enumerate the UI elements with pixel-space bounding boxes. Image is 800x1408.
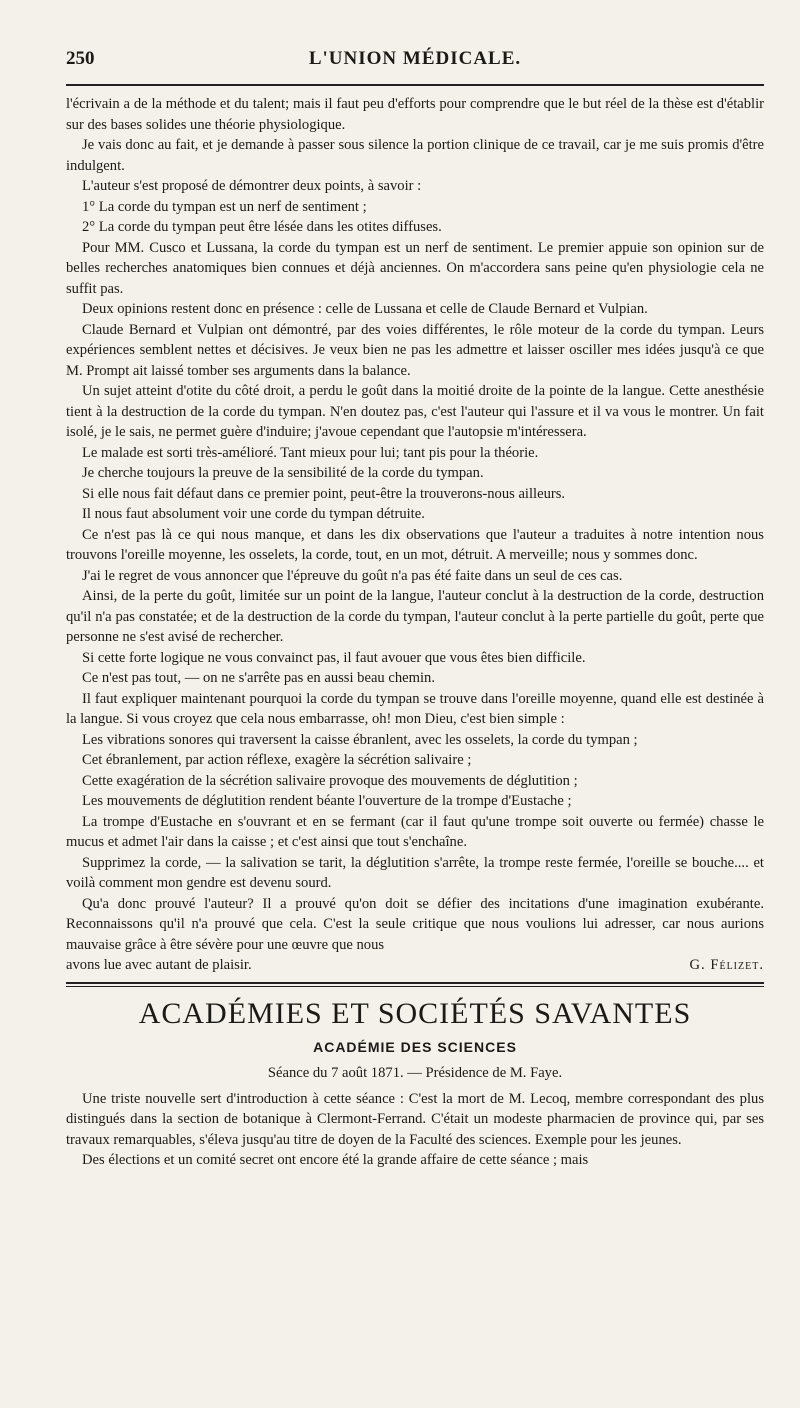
- section-divider: [66, 982, 764, 987]
- paragraph: l'écrivain a de la méthode et du talent; mais il faut peu d'efforts pour comprendre que le but réel de la thèse est d'établir sur des bases solides une théorie physiologique.: [66, 96, 764, 133]
- journal-title: L'UNION MÉDICALE.: [308, 48, 522, 69]
- paragraph: Un sujet atteint d'otite du côté droit, a perdu le goût dans la moitié droite de la pointe de la langue. Cette anesthésie tient à la destruction de la corde du tympan. N'en doutez pas, c'est l'auteur qui l'assure et il va vous le montrer. Un fait isolé, je le sais, ne permet guère d'induire; j'avoue cependant que l'autopsie m'intéressera.: [66, 383, 764, 440]
- paragraph: Le malade est sorti très-amélioré. Tant mieux pour lui; tant pis pour la théorie.: [82, 444, 539, 461]
- page: [66, 48, 764, 1171]
- paragraph: Cet ébranlement, par action réflexe, exagère la sécrétion salivaire ;: [82, 752, 472, 768]
- paragraph: Supprimez la corde, — la salivation se tarit, la déglutition s'arrête, la trompe reste fermée, l'oreille se bouche.... et voilà comment mon gendre est devenu sourd.: [66, 854, 764, 891]
- paragraph: Je cherche toujours la preuve de la sensibilité de la corde du tympan.: [82, 465, 484, 481]
- author-signature: G. Félizet.: [689, 957, 764, 973]
- paragraph: 2° La corde du tympan peut être lésée dans les otites diffuses.: [82, 219, 442, 235]
- paragraph: Des élections et un comité secret ont encore été la grande affaire de cette séance ; mais: [82, 1152, 589, 1168]
- paragraph: J'ai le regret de vous annoncer que l'épreuve du goût n'a pas été faite dans un seul de ces cas.: [82, 567, 623, 584]
- paragraph: 1° La corde du tympan est un nerf de sentiment ;: [82, 198, 367, 215]
- header-rule: [66, 84, 764, 86]
- paragraph: L'auteur s'est proposé de démontrer deux points, à savoir :: [82, 178, 422, 194]
- paragraph: Les vibrations sonores qui traversent la caisse ébranlent, avec les osselets, la corde du tympan ;: [82, 731, 638, 748]
- paragraph: Il nous faut absolument voir une corde du tympan détruite.: [82, 506, 425, 522]
- paragraph: Une triste nouvelle sert d'introduction à cette séance : C'est la mort de M. Lecoq, membre correspondant des plus distingués dans la section de botanique à Clermont-Ferrand. C'était un modeste pharmacien de province qui, par ses travaux remarquables, s'éleva jusqu'au titre de doyen de la Faculté des sciences. Exemple pour les jeunes.: [66, 1090, 764, 1148]
- paragraph: Pour MM. Cusco et Lussana, la corde du tympan est un nerf de sentiment. Le premier appuie son opinion sur de belles recherches anatomiques bien connues et déjà anciennes. On m'accordera sans peine qu'en physiologie cela ne suffit pas.: [66, 239, 764, 297]
- paragraph: Je vais donc au fait, et je demande à passer sous silence la portion clinique de ce travail, car je me suis promis d'être indulgent.: [66, 137, 764, 174]
- paragraph: Claude Bernard et Vulpian ont démontré, par des voies différentes, le rôle moteur de la corde du tympan. Leurs expériences semblent nettes et décisives. Je veux bien ne pas les admettre et laisser osciller mes idées jusqu'à ce que M. Prompt ait laissé tomber ses arguments dans la balance.: [66, 321, 764, 379]
- paragraph: Si cette forte logique ne vous convainct pas, il faut avouer que vous êtes bien difficile.: [82, 649, 586, 666]
- paragraph: Ce n'est pas là ce qui nous manque, et dans les dix observations que l'auteur a traduites à notre intention nous trouvons l'oreille moyenne, les osselets, la corde, tout, en un mot, détruit. A merveille; nous y sommes donc.: [66, 526, 764, 563]
- section-body: [66, 1089, 764, 1171]
- paragraph: Il faut expliquer maintenant pourquoi la corde du tympan se trouve dans l'oreille moyenne, quand elle est destinée à la langue. Si vous croyez que cela nous embarrasse, oh! mon Dieu, c'est bien simple :: [66, 690, 764, 727]
- seance-line: Séance du 7 août 1871. — Présidence de M. Faye.: [267, 1064, 563, 1081]
- paragraph: Les mouvements de déglutition rendent béante l'ouverture de la trompe d'Eustache ;: [82, 793, 572, 809]
- article-body: [66, 94, 764, 976]
- paragraph: Si elle nous fait défaut dans ce premier point, peut-être la trouverons-nous ailleurs.: [82, 485, 566, 502]
- section-subtitle: ACADÉMIE DES SCIENCES: [313, 1038, 517, 1055]
- page-number: 250: [66, 48, 95, 69]
- page-header: [66, 48, 764, 84]
- paragraph: La trompe d'Eustache en s'ouvrant et en se fermant (car il faut qu'une trompe soit ouverte ou fermée) chasse le mucus et admet l'air dans la caisse ; et c'est ainsi que tout s'enchaîne.: [66, 813, 764, 850]
- paragraph: Ce n'est pas tout, — on ne s'arrête pas en aussi beau chemin.: [82, 670, 435, 686]
- section-title: ACADÉMIES ET SOCIÉTÉS SAVANTES: [138, 996, 692, 1030]
- paragraph: Deux opinions restent donc en présence : celle de Lussana et celle de Claude Bernard et Vulpian.: [82, 301, 648, 317]
- paragraph: Ainsi, de la perte du goût, limitée sur un point de la langue, l'auteur conclut à la destruction de la corde, destruction qu'il n'a pas constatée; et de la destruction de la corde du tympan, l'auteur conclut à la perte partielle du goût, perte que personne ne s'est avisé de rechercher.: [66, 588, 764, 645]
- closing-line: avons lue avec autant de plaisir.: [66, 957, 252, 973]
- signature-line: [66, 955, 764, 976]
- paragraph: Qu'a donc prouvé l'auteur? Il a prouvé qu'on doit se défier des incitations d'une imagination exubérante. Reconnaissons qu'il n'a prouvé que cela. C'est la seule critique que nous voulions lui adresser, car nous aurions mauvaise grâce à être sévère pour une œuvre que nous: [66, 895, 764, 953]
- paragraph: Cette exagération de la sécrétion salivaire provoque des mouvements de déglutition ;: [82, 772, 578, 789]
